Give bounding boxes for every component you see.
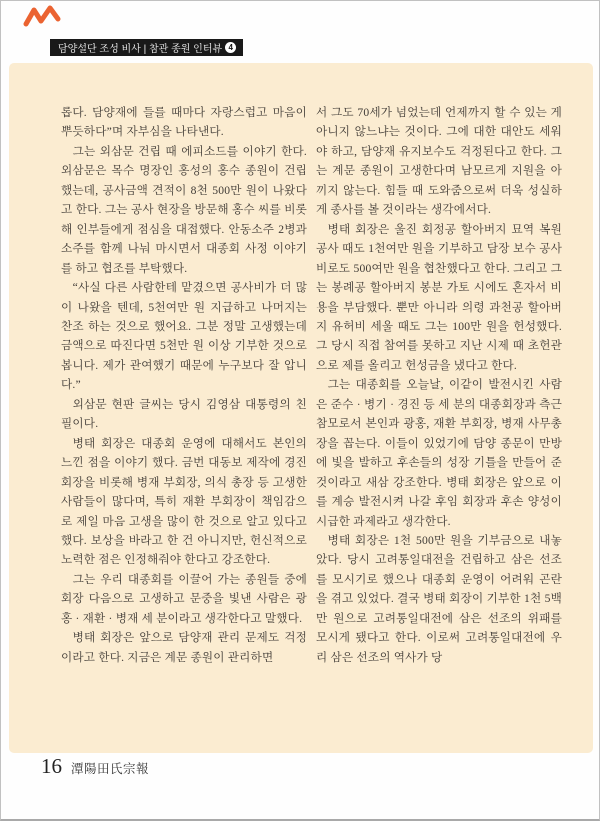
article-body-panel: [9, 63, 593, 753]
paragraph: 그는 대종회를 오늘날, 이같이 발전시킨 사람은 준수 · 병기 · 경진 등 세 분의 대종회장과 측근 참모로서 본인과 광홍, 재환 부회장, 병재 사무총장을 꼽는다. 이들이 있었기에 담양 종문이 만방에 빛을 발하고 후손들의 성장 기틀을 만들어 준 것이라고 새삼 강조한다. 병태 회장은 앞으로 이를 계승 발전시켜 나갈 후임 회장과 후손 양성이 시급한 과제라고 생각한다.: [316, 378, 562, 528]
paragraph-quote: “사실 다른 사람한테 맡겼으면 공사비가 더 많이 나왔을 텐데, 5천여만 원 지급하고 나머지는 찬조 하는 것으로 했어요. 그분 정말 고생했는데 금액으로 따진다면 5천만 원 이상 기부한 것으로 봅니다. 제가 관여했기 때문에 누구보다 잘 압니다.”: [61, 281, 307, 392]
paragraph: 병태 회장은 대종회 운영에 대해서도 본인의 느낀 점을 이야기 했다. 금번 대동보 제작에 경진 회장을 비롯해 병재 부회장, 의식 총장 등 고생한 사람들이 많다며, 특히 재환 부회장이 책임감으로 제일 마음 고생을 많이 한 것으로 알고 있다고 했다. 보상을 바라고 한 건 아니지만, 헌신적으로 노력한 점은 인정해줘야 한다고 강조한다.: [61, 436, 307, 567]
two-column-layout: [61, 103, 563, 667]
right-text-column: [316, 103, 562, 667]
page-footer: [41, 754, 149, 779]
circled-number-4-icon: 4: [225, 42, 236, 53]
journal-title: 潭陽田氏宗報: [71, 762, 150, 776]
section-header-label: 담양설단 조성 비사 | 참관 종원 인터뷰: [58, 43, 223, 55]
paragraph: 서 그도 70세가 넘었는데 언제까지 할 수 있는 게 아니지 않느냐는 것이다. 그에 대한 대안도 세워야 하고, 담양재 유지보수도 걱정된다고 한다. 그는 계문 종원이 고생한다며 남모르게 지원을 아끼지 않는다. 힘들 때 도와줌으로써 더욱 성실하게 종사를 볼 것이라는 생각에서다.: [316, 106, 562, 217]
paragraph: 롭다. 담양재에 들를 때마다 자랑스럽고 마음이 뿌듯하다”며 자부심을 나타낸다.: [61, 106, 307, 139]
paragraph: 병태 회장은 울진 회정공 할아버지 묘역 복원 공사 때도 1천여만 원을 기부하고 담장 보수 공사비로도 500여만 원을 협찬했다고 한다. 그리고 그는 봉례공 할아버지 봉분 가토 시에도 혼자서 비용을 부담했다. 뿐만 아니라 의령 과천공 할아버지 유허비 세울 때도 그는 100만 원을 헌성했다. 그 당시 직접 참여를 못하고 지난 시제 때 초헌관으로 제를 올리고 헌성금을 냈다고 한다.: [316, 222, 562, 372]
paragraph: 그는 외삼문 건립 때 에피소드를 이야기 한다. 외삼문은 목수 명장인 홍성의 홍수 종원이 건립했는데, 공사금액 견적이 8천 500만 원이 나왔다고 한다. 그는 공사 현장을 방문해 홍수 씨를 비롯해 인부들에게 점심을 대접했다. 안동소주 2병과 소주를 함께 나눠 마시면서 대종회 사정 이야기를 하고 협조를 부탁했다.: [61, 144, 307, 275]
page-number: 16: [41, 754, 62, 778]
paragraph: 병태 회장은 1천 500만 원을 기부금으로 내놓았다. 당시 고려통일대전을 건립하고 삼은 선조를 모시기로 했으나 대종회 운영이 어려워 곤란을 겪고 있었다. 결국 병태 회장이 기부한 1천 5백만 원으로 고려통일대전에 삼은 선조의 위패를 모시게 됐다고 한다. 이로써 고려통일대전에 우리 삼은 선조의 역사가 당: [316, 533, 562, 664]
paragraph: 외삼문 현판 글씨는 당시 김영삼 대통령의 친필이다.: [61, 397, 307, 431]
paragraph: 병태 회장은 앞으로 담양재 관리 문제도 걱정이라고 한다. 지금은 계문 종원이 관리하면: [61, 631, 307, 664]
section-header-badge: [50, 39, 243, 56]
orange-scribble-mark-icon: [23, 4, 63, 30]
paragraph: 그는 우리 대종회를 이끌어 가는 종원들 중에 회장 다음으로 고생하고 문중을 빛낸 사람은 광홍 · 재환 · 병재 세 분이라고 생각한다고 말했다.: [61, 572, 307, 625]
left-text-column: [61, 103, 307, 667]
